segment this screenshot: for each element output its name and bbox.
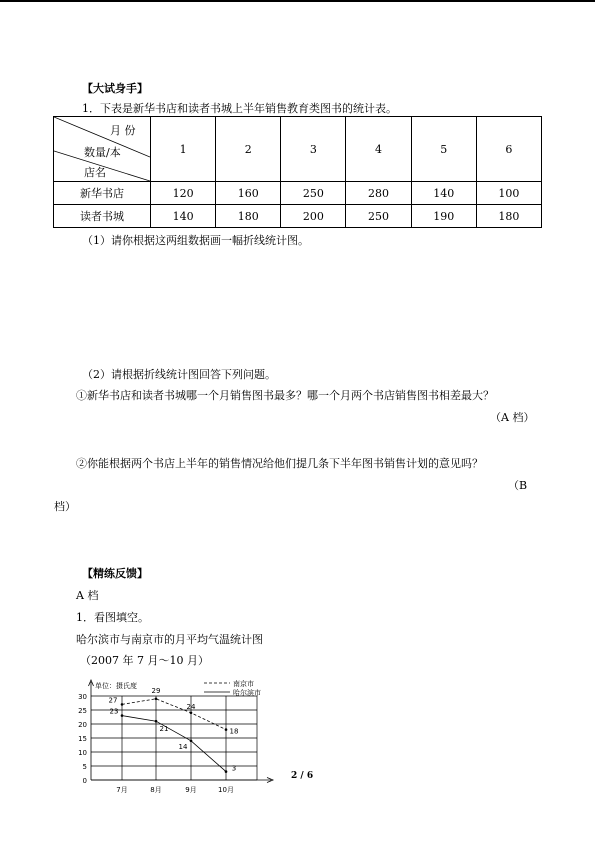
y-tick-label: 25 [78,707,87,715]
table-cell: 140 [411,182,476,205]
legend-label: 南京市 [233,680,254,688]
question-part-2: （2）请根据折线统计图回答下列问题。 [82,368,276,381]
table-cell: 280 [346,182,411,205]
fill-in-instruction: 1．看图填空。 [76,611,149,624]
header-store: 店名 [84,166,106,179]
header-quantity: 数量/本 [84,146,121,159]
y-tick-label: 10 [78,749,87,757]
x-tick-label: 8月 [150,786,162,794]
data-label: 21 [159,725,169,734]
section-heading-practice: 【精练反馈】 [82,567,148,580]
question-part-1: （1）请你根据这两组数据画一幅折线统计图。 [82,234,309,247]
y-tick-label: 20 [78,721,87,729]
table-cell: 200 [281,205,346,228]
chart-title: 哈尔滨市与南京市的月平均气温统计图 [76,633,263,646]
series-line [122,699,226,730]
level-label: A 档 [76,589,99,602]
chart-subtitle: （2007 年 7 月～10 月） [80,654,209,667]
sales-table [53,116,542,228]
table-cell: 180 [216,205,281,228]
data-point [225,770,228,773]
data-point [155,720,158,723]
store-name-cell: 新华书店 [54,182,151,205]
temperature-line-chart [72,664,312,794]
level-tag-b-close: 档） [54,500,76,513]
data-label: 14 [178,742,188,751]
data-label: 24 [186,702,196,711]
data-point [121,703,124,706]
table-cell: 250 [281,182,346,205]
y-tick-label: 15 [78,735,87,743]
table-header-row [54,117,542,182]
y-tick-label: 0 [82,777,87,785]
x-tick-label: 7月 [116,786,128,794]
page-top-border [0,0,595,2]
data-point [121,714,124,717]
data-point [155,698,158,701]
store-name-cell: 读者书城 [54,205,151,228]
question-2-2: ②你能根据两个书店上半年的销售情况给他们提几条下半年图书销售计划的意见吗？ [76,457,483,470]
x-tick-label: 9月 [185,786,197,794]
data-point [225,728,228,731]
table-row [54,205,542,228]
data-label: 29 [151,686,161,695]
table-cell: 100 [476,182,541,205]
y-tick-label: 30 [78,693,87,701]
month-header-cell: 1 [151,117,216,182]
month-header-cell: 6 [476,117,541,182]
section-heading-trial: 【大试身手】 [82,82,148,95]
question-1-text: 1．下表是新华书店和读者书城上半年销售教育类图书的统计表。 [82,102,397,115]
data-label: 3 [231,764,237,773]
y-tick-label: 5 [82,763,87,771]
legend-label: 哈尔滨市 [233,689,261,697]
data-label: 27 [108,696,118,705]
level-tag-b-open: （B [508,479,528,492]
month-header-cell: 4 [346,117,411,182]
month-header-cell: 3 [281,117,346,182]
header-month: 月 份 [110,124,136,137]
x-tick-label: 10月 [218,786,234,794]
table-cell: 180 [476,205,541,228]
data-label: 23 [109,707,119,716]
question-2-1: ①新华书店和读者书城哪一个月销售图书最多？哪一个月两个书店销售图书相差最大？ [76,389,494,402]
table-diagonal-header [54,117,151,182]
table-row [54,182,542,205]
month-header-cell: 5 [411,117,476,182]
table-cell: 140 [151,205,216,228]
y-axis-unit-label: 单位：摄氏度 [95,682,137,690]
data-label: 18 [229,727,239,736]
data-point [190,740,193,743]
page-number: 2 / 6 [291,771,314,781]
table-cell: 120 [151,182,216,205]
level-tag-a: （A 档） [490,411,535,424]
table-cell: 190 [411,205,476,228]
month-header-cell: 2 [216,117,281,182]
table-cell: 250 [346,205,411,228]
data-point [190,712,193,715]
table-cell: 160 [216,182,281,205]
